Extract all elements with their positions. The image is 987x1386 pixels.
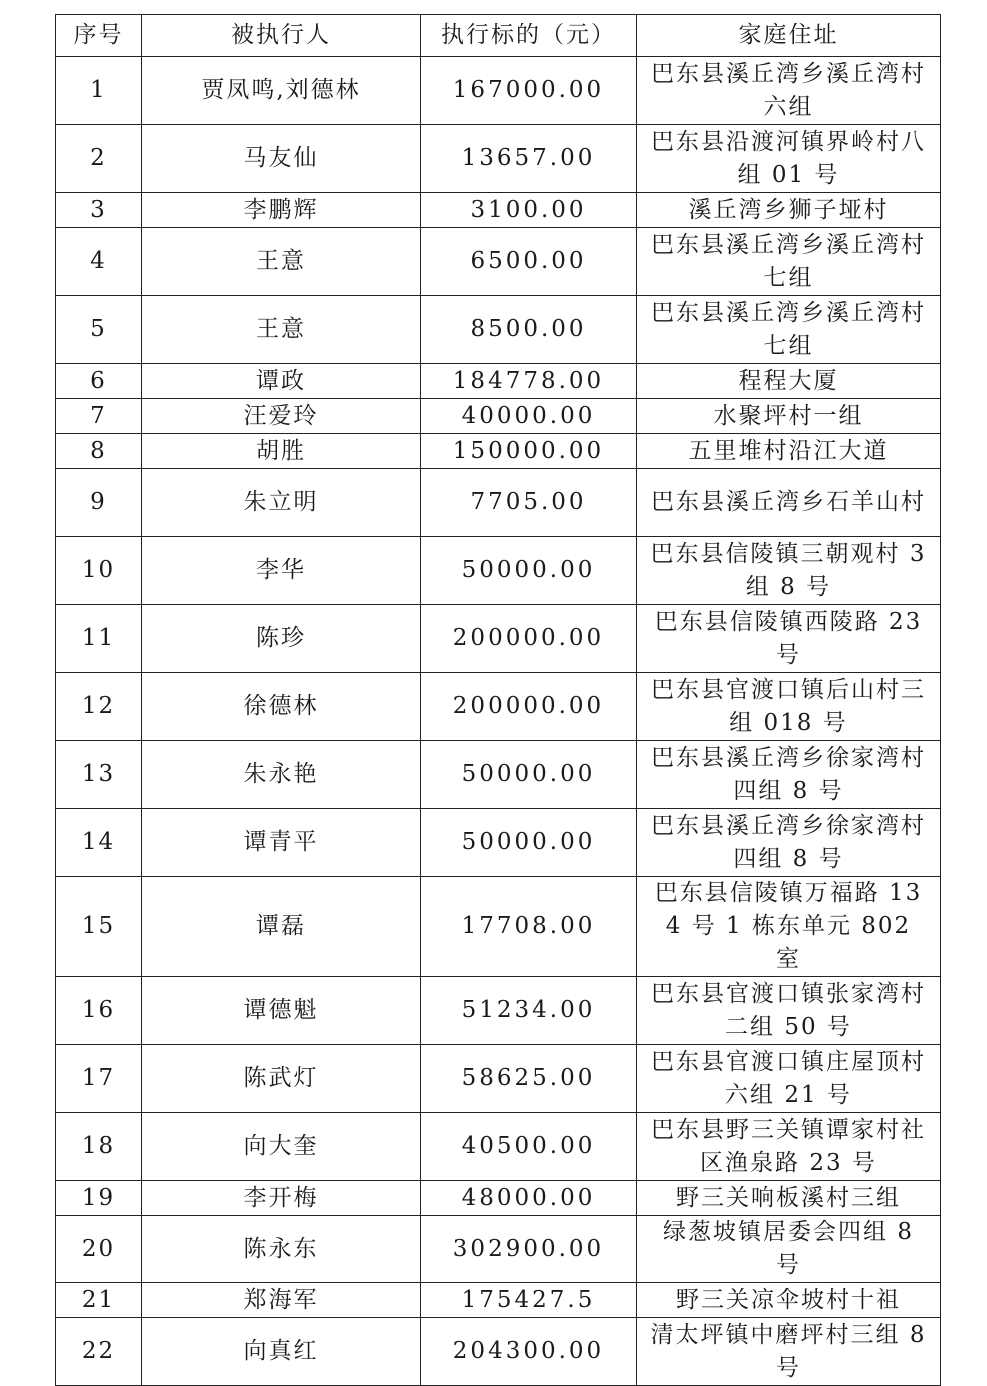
table-row — [56, 1318, 941, 1386]
row-address: 巴东县沿渡河镇界岭村八组 01 号 — [637, 125, 941, 193]
row-index: 7 — [56, 399, 142, 434]
row-amount: 175427.5 — [421, 1283, 637, 1318]
row-amount: 184778.00 — [421, 364, 637, 399]
header-address: 家庭住址 — [637, 15, 941, 57]
table-row — [56, 57, 941, 125]
row-address: 五里堆村沿江大道 — [637, 434, 941, 469]
row-amount: 8500.00 — [421, 296, 637, 364]
table-row — [56, 469, 941, 537]
row-index: 20 — [56, 1216, 142, 1283]
row-name: 王意 — [142, 296, 421, 364]
row-name: 郑海军 — [142, 1283, 421, 1318]
row-index: 17 — [56, 1045, 142, 1113]
row-address: 巴东县溪丘湾乡溪丘湾村七组 — [637, 296, 941, 364]
table-row — [56, 977, 941, 1045]
table-row — [56, 537, 941, 605]
row-name: 胡胜 — [142, 434, 421, 469]
table-row — [56, 877, 941, 977]
row-index: 18 — [56, 1113, 142, 1181]
row-name: 朱立明 — [142, 469, 421, 537]
row-address: 巴东县官渡口镇后山村三组 018 号 — [637, 673, 941, 741]
row-amount: 13657.00 — [421, 125, 637, 193]
table-row — [56, 193, 941, 228]
table-row — [56, 434, 941, 469]
row-amount: 302900.00 — [421, 1216, 637, 1283]
row-index: 19 — [56, 1181, 142, 1216]
table-row — [56, 809, 941, 877]
row-index: 4 — [56, 228, 142, 296]
row-index: 8 — [56, 434, 142, 469]
row-amount: 50000.00 — [421, 741, 637, 809]
row-address: 巴东县野三关镇谭家村社区渔泉路 23 号 — [637, 1113, 941, 1181]
debtor-table — [55, 14, 941, 1386]
row-name: 李华 — [142, 537, 421, 605]
row-amount: 204300.00 — [421, 1318, 637, 1386]
row-address: 巴东县溪丘湾乡徐家湾村四组 8 号 — [637, 741, 941, 809]
row-index: 9 — [56, 469, 142, 537]
table-row — [56, 1113, 941, 1181]
row-name: 陈永东 — [142, 1216, 421, 1283]
row-address: 巴东县信陵镇万福路 134 号 1 栋东单元 802 室 — [637, 877, 941, 977]
row-name: 马友仙 — [142, 125, 421, 193]
row-amount: 17708.00 — [421, 877, 637, 977]
row-address: 巴东县溪丘湾乡溪丘湾村七组 — [637, 228, 941, 296]
row-amount: 7705.00 — [421, 469, 637, 537]
table-row — [56, 1216, 941, 1283]
row-name: 李开梅 — [142, 1181, 421, 1216]
table-row — [56, 296, 941, 364]
table-row — [56, 125, 941, 193]
row-amount: 58625.00 — [421, 1045, 637, 1113]
row-address: 巴东县溪丘湾乡徐家湾村四组 8 号 — [637, 809, 941, 877]
row-amount: 50000.00 — [421, 537, 637, 605]
row-index: 12 — [56, 673, 142, 741]
row-name: 向真红 — [142, 1318, 421, 1386]
table-row — [56, 364, 941, 399]
table-row — [56, 1283, 941, 1318]
table-row — [56, 399, 941, 434]
row-address: 巴东县官渡口镇庄屋顶村六组 21 号 — [637, 1045, 941, 1113]
row-index: 3 — [56, 193, 142, 228]
row-name: 谭德魁 — [142, 977, 421, 1045]
table-row — [56, 673, 941, 741]
row-address: 溪丘湾乡狮子垭村 — [637, 193, 941, 228]
row-name: 陈武灯 — [142, 1045, 421, 1113]
table-row — [56, 741, 941, 809]
row-index: 15 — [56, 877, 142, 977]
row-index: 6 — [56, 364, 142, 399]
table-row — [56, 605, 941, 673]
row-index: 1 — [56, 57, 142, 125]
row-amount: 167000.00 — [421, 57, 637, 125]
row-address: 巴东县信陵镇三朝观村 3 组 8 号 — [637, 537, 941, 605]
row-index: 2 — [56, 125, 142, 193]
row-address: 巴东县溪丘湾乡溪丘湾村六组 — [637, 57, 941, 125]
row-index: 22 — [56, 1318, 142, 1386]
row-name: 谭磊 — [142, 877, 421, 977]
table-row — [56, 228, 941, 296]
row-address: 绿葱坡镇居委会四组 8 号 — [637, 1216, 941, 1283]
row-index: 10 — [56, 537, 142, 605]
row-amount: 50000.00 — [421, 809, 637, 877]
row-index: 5 — [56, 296, 142, 364]
row-index: 21 — [56, 1283, 142, 1318]
row-index: 13 — [56, 741, 142, 809]
row-address: 巴东县信陵镇西陵路 23 号 — [637, 605, 941, 673]
row-amount: 48000.00 — [421, 1181, 637, 1216]
row-name: 李鹏辉 — [142, 193, 421, 228]
row-address: 野三关凉伞坡村十祖 — [637, 1283, 941, 1318]
row-address: 程程大厦 — [637, 364, 941, 399]
row-index: 16 — [56, 977, 142, 1045]
row-name: 徐德林 — [142, 673, 421, 741]
row-address: 巴东县官渡口镇张家湾村二组 50 号 — [637, 977, 941, 1045]
row-name: 谭政 — [142, 364, 421, 399]
row-amount: 200000.00 — [421, 673, 637, 741]
row-amount: 51234.00 — [421, 977, 637, 1045]
row-address: 清太坪镇中磨坪村三组 8 号 — [637, 1318, 941, 1386]
header-amount: 执行标的（元） — [421, 15, 637, 57]
header-row — [56, 15, 941, 57]
row-address: 巴东县溪丘湾乡石羊山村 — [637, 469, 941, 537]
row-name: 陈珍 — [142, 605, 421, 673]
row-index: 11 — [56, 605, 142, 673]
row-index: 14 — [56, 809, 142, 877]
table-row — [56, 1045, 941, 1113]
row-name: 汪爱玲 — [142, 399, 421, 434]
header-index: 序号 — [56, 15, 142, 57]
row-amount: 40000.00 — [421, 399, 637, 434]
row-name: 谭青平 — [142, 809, 421, 877]
row-name: 向大奎 — [142, 1113, 421, 1181]
row-name: 贾凤鸣,刘德林 — [142, 57, 421, 125]
row-name: 王意 — [142, 228, 421, 296]
row-address: 野三关响板溪村三组 — [637, 1181, 941, 1216]
row-amount: 6500.00 — [421, 228, 637, 296]
row-amount: 3100.00 — [421, 193, 637, 228]
row-amount: 40500.00 — [421, 1113, 637, 1181]
row-name: 朱永艳 — [142, 741, 421, 809]
row-amount: 200000.00 — [421, 605, 637, 673]
header-name: 被执行人 — [142, 15, 421, 57]
row-address: 水聚坪村一组 — [637, 399, 941, 434]
row-amount: 150000.00 — [421, 434, 637, 469]
table-row — [56, 1181, 941, 1216]
